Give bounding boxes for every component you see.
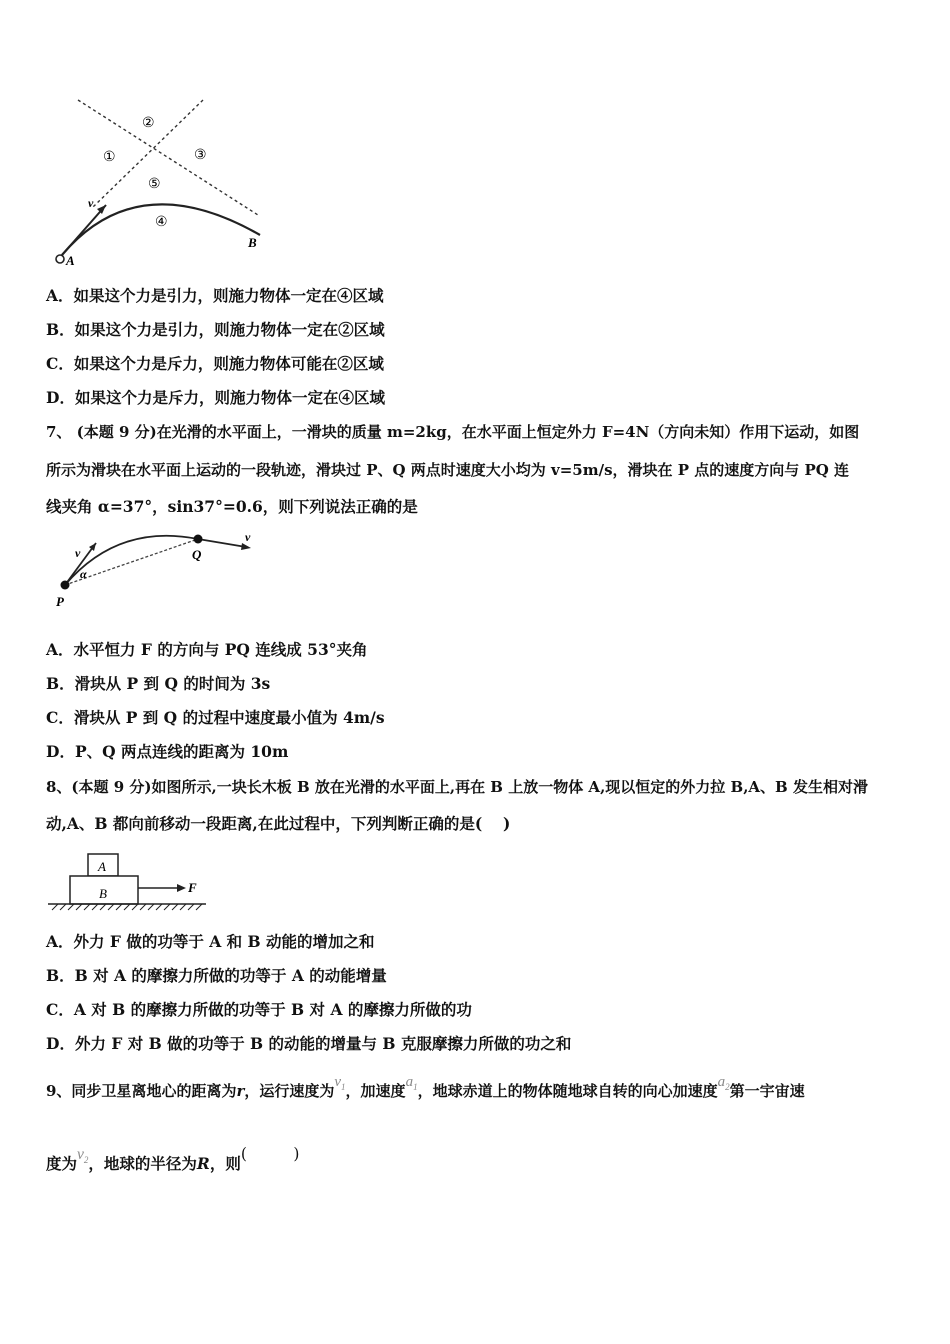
q6-option-a: A．如果这个力是引力，则施力物体一定在④区域 [46,286,384,305]
q9-var-a2-symbol: a [717,1074,726,1090]
q8-figure [46,852,216,917]
q8-stem-line-2: 动,A、B 都向前移动一段距离,在此过程中，下列判断正确的是( ) [46,814,511,833]
q9-var-v2 [77,1146,88,1163]
q7-stem-line-3: 线夹角 α=37°，sin37°=0.6，则下列说法正确的是 [46,497,418,516]
q9-var-v1 [334,1074,345,1090]
q7-velocity-q [198,539,246,547]
q7-velocity-q-head [241,543,251,550]
q9-var-r: r [236,1082,245,1100]
q7-option-b: B．滑块从 P 到 Q 的时间为 3s [46,674,271,693]
q9-var-v1-symbol: v [334,1074,342,1090]
q7-v-label-p: v [75,546,81,560]
point-a-marker [56,255,64,263]
region-label-3: ③ [194,148,207,163]
region-label-5: ⑤ [148,177,161,192]
q9-var-v1-sub: 1 [341,1082,346,1092]
q7-q-label: Q [192,547,202,562]
q7-alpha-label: α [80,567,87,581]
q9-var-a2 [718,1074,730,1090]
q9-text-8: ，则 [209,1154,241,1173]
velocity-arrow [62,205,106,255]
force-arrowhead [177,884,186,892]
q9-text-3: ，加速度 [345,1082,406,1100]
q9-text-7: ，地球的半径为 [88,1154,197,1173]
q8-option-c: C．A 对 B 的摩擦力所做的功等于 B 对 A 的摩擦力所做的功 [46,1000,472,1019]
q9-answer-paren: ( ) [240,1145,300,1163]
q7-figure [48,528,268,613]
q7-v-label-q: v [245,530,251,544]
q8-option-b: B．B 对 A 的摩擦力所做的功等于 A 的动能增量 [46,966,387,985]
board-b-label: B [99,886,107,901]
q8-option-d: D．外力 F 对 B 做的功等于 B 的动能的增量与 B 克服摩擦力所做的功之和 [46,1034,572,1053]
region-label-1: ① [103,150,116,165]
q6-option-b: B．如果这个力是引力，则施力物体一定在②区域 [46,320,385,339]
q9-var-v2-sub: 2 [83,1155,89,1165]
q9-text-6: 度为 [46,1154,78,1173]
q9-text-2: ，运行速度为 [244,1082,335,1100]
q9-stem-line-1 [46,1074,805,1107]
q6-option-d: D．如果这个力是斥力，则施力物体一定在④区域 [46,388,385,407]
q7-stem-line-2: 所示为滑块在水平面上运动的一段轨迹，滑块过 P、Q 两点时速度大小均为 v=5m/s，滑块在 P 点的速度方向与 PQ 连 [46,461,850,479]
q9-text-5: 第一宇宙速 [729,1082,805,1100]
q9-var-R: R [196,1154,210,1173]
q9-text-1: 9、同步卫星离地心的距离为 [46,1082,237,1100]
q8-stem-line-1: 8、(本题 9 分)如图所示,一块长木板 B 放在光滑的水平面上,再在 B 上放一物体 A,现以恒定的外力拉 B,A、B 发生相对滑 [46,778,868,796]
force-label: F [188,880,197,895]
q9-var-a2-sub: 2 [725,1082,730,1092]
point-a-label: A [66,253,75,268]
region-label-2: ② [142,116,155,131]
q9-var-a1-symbol: a [405,1074,414,1090]
q9-var-v2-symbol: v [77,1146,84,1163]
q7-option-a: A．水平恒力 F 的方向与 PQ 连线成 53°夹角 [46,640,368,659]
q7-p-label: P [56,594,64,609]
q9-var-a1 [406,1074,418,1090]
q7-point-p [61,581,70,590]
q7-point-q [194,535,203,544]
point-b-label: B [248,235,257,250]
region-label-4: ④ [155,215,168,230]
ground-hatch [52,904,202,910]
q9-stem-line-2 [46,1145,300,1180]
q6-figure [48,95,273,275]
q8-option-a: A．外力 F 做的功等于 A 和 B 动能的增加之和 [46,932,375,951]
block-a-label: A [98,859,106,874]
q9-var-a1-sub: 1 [413,1082,418,1092]
velocity-label: v [88,196,94,210]
q7-option-d: D．P、Q 两点连线的距离为 10m [46,742,289,761]
q7-option-c: C．滑块从 P 到 Q 的过程中速度最小值为 4m/s [46,708,385,727]
q6-option-c: C．如果这个力是斥力，则施力物体可能在②区域 [46,354,384,373]
q9-text-4: ，地球赤道上的物体随地球自转的向心加速度 [417,1082,718,1100]
q7-stem-line-1: 7、 (本题 9 分)在光滑的水平面上，一滑块的质量 m=2kg，在水平面上恒定外力 F=4N（方向未知）作用下运动，如图 [46,423,860,441]
